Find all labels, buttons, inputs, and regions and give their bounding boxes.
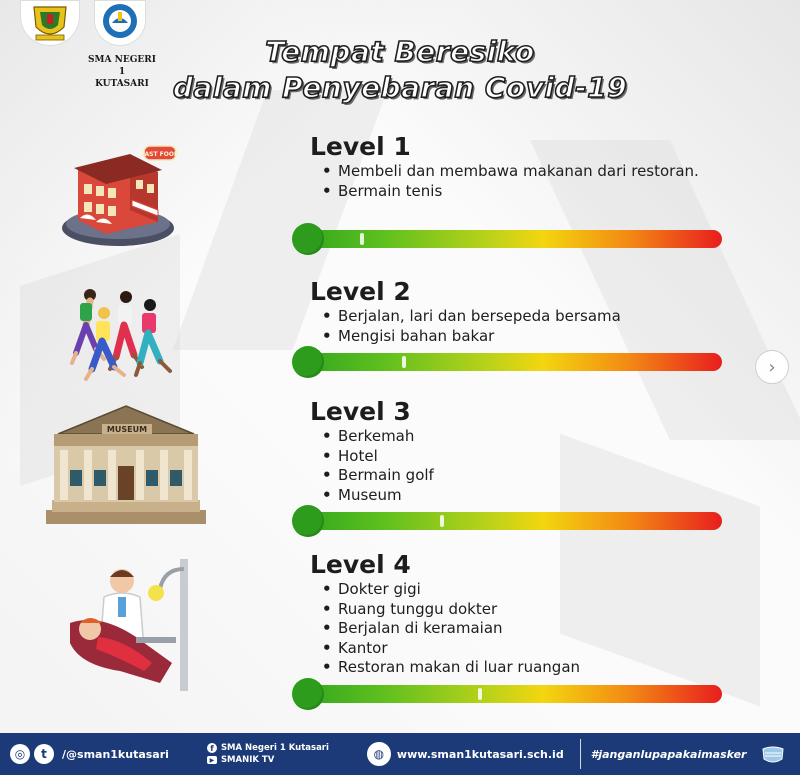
level-3-section: [296, 397, 726, 505]
footer-divider: [580, 739, 581, 769]
youtube-icon[interactable]: ▶: [207, 756, 217, 764]
fast-food-restaurant-illustration: [60, 140, 180, 254]
bar-tick: [478, 688, 482, 700]
restaurant-sign: FAST FOOD: [141, 151, 179, 158]
level-4-list: [322, 580, 710, 678]
museum-building-illustration: [44, 400, 208, 532]
regency-emblem-logo: [20, 0, 80, 46]
list-item: • Kantor: [322, 639, 710, 659]
bar-tick: [402, 356, 406, 368]
school-logo: [94, 0, 146, 46]
list-item: • Mengisi bahan bakar: [322, 327, 710, 347]
list-item: • Museum: [322, 486, 710, 506]
risk-level-bar: [296, 230, 722, 248]
list-item: • Ruang tunggu dokter: [322, 600, 710, 620]
footer-youtube[interactable]: SMANIK TV: [220, 755, 275, 765]
bar-tick: [360, 233, 364, 245]
level-3-list: [322, 427, 710, 505]
footer-social-group: [10, 744, 169, 764]
dentist-illustration: [60, 553, 196, 697]
face-mask-icon: [760, 741, 786, 767]
footer-website-group: [367, 742, 564, 766]
museum-sign: MUSEUM: [106, 425, 148, 434]
risk-level-bar: [296, 512, 722, 530]
footer-facebook-youtube: [207, 742, 329, 766]
level-1-title: Level 1: [310, 132, 411, 161]
list-item: • Berjalan di keramaian: [322, 619, 710, 639]
footer-facebook[interactable]: SMA Negeri 1 Kutasari: [220, 743, 329, 753]
twitter-icon[interactable]: t: [34, 744, 54, 764]
risk-indicator-dot: [292, 505, 324, 537]
risk-indicator-dot: [292, 223, 324, 255]
instagram-icon[interactable]: ◎: [10, 744, 30, 764]
level-3-title: Level 3: [310, 397, 411, 426]
footer-hashtag: #janganlupapakaimasker: [590, 747, 747, 761]
chevron-right-icon: ›: [768, 356, 776, 378]
list-item: • Berjalan, lari dan bersepeda bersama: [322, 307, 710, 327]
list-item: • Bermain tenis: [322, 182, 710, 202]
risk-level-bar: [296, 353, 722, 371]
list-item: • Dokter gigi: [322, 580, 710, 600]
school-name-line2: KUTASARI: [95, 79, 149, 89]
runners-illustration: [66, 283, 176, 392]
poster-title: [150, 34, 650, 106]
title-line2: dalam Penyebaran Covid-19: [172, 71, 628, 104]
footer: [0, 733, 800, 775]
risk-indicator-dot: [292, 346, 324, 378]
footer-website[interactable]: www.sman1kutasari.sch.id: [396, 747, 564, 761]
facebook-icon[interactable]: f: [207, 743, 217, 753]
risk-indicator-dot: [292, 678, 324, 710]
title-line1: Tempat Beresiko: [265, 35, 535, 68]
level-1-section: [296, 132, 726, 201]
level-1-list: [322, 162, 710, 201]
school-name-line1: SMA NEGERI 1: [88, 55, 156, 77]
level-2-title: Level 2: [310, 277, 411, 306]
carousel-next-button[interactable]: [755, 350, 789, 384]
level-4-section: [296, 550, 726, 678]
level-2-section: [296, 277, 726, 346]
level-4-title: Level 4: [310, 550, 411, 579]
level-2-list: [322, 307, 710, 346]
list-item: • Membeli dan membawa makanan dari restoran.: [322, 162, 710, 182]
list-item: • Bermain golf: [322, 466, 710, 486]
footer-instagram-handle[interactable]: /@sman1kutasari: [62, 747, 169, 761]
risk-level-bar: [296, 685, 722, 703]
list-item: • Restoran makan di luar ruangan: [322, 658, 710, 678]
list-item: • Berkemah: [322, 427, 710, 447]
school-name: [84, 54, 160, 90]
globe-icon: ◍: [367, 742, 391, 766]
list-item: • Hotel: [322, 447, 710, 467]
bar-tick: [440, 515, 444, 527]
